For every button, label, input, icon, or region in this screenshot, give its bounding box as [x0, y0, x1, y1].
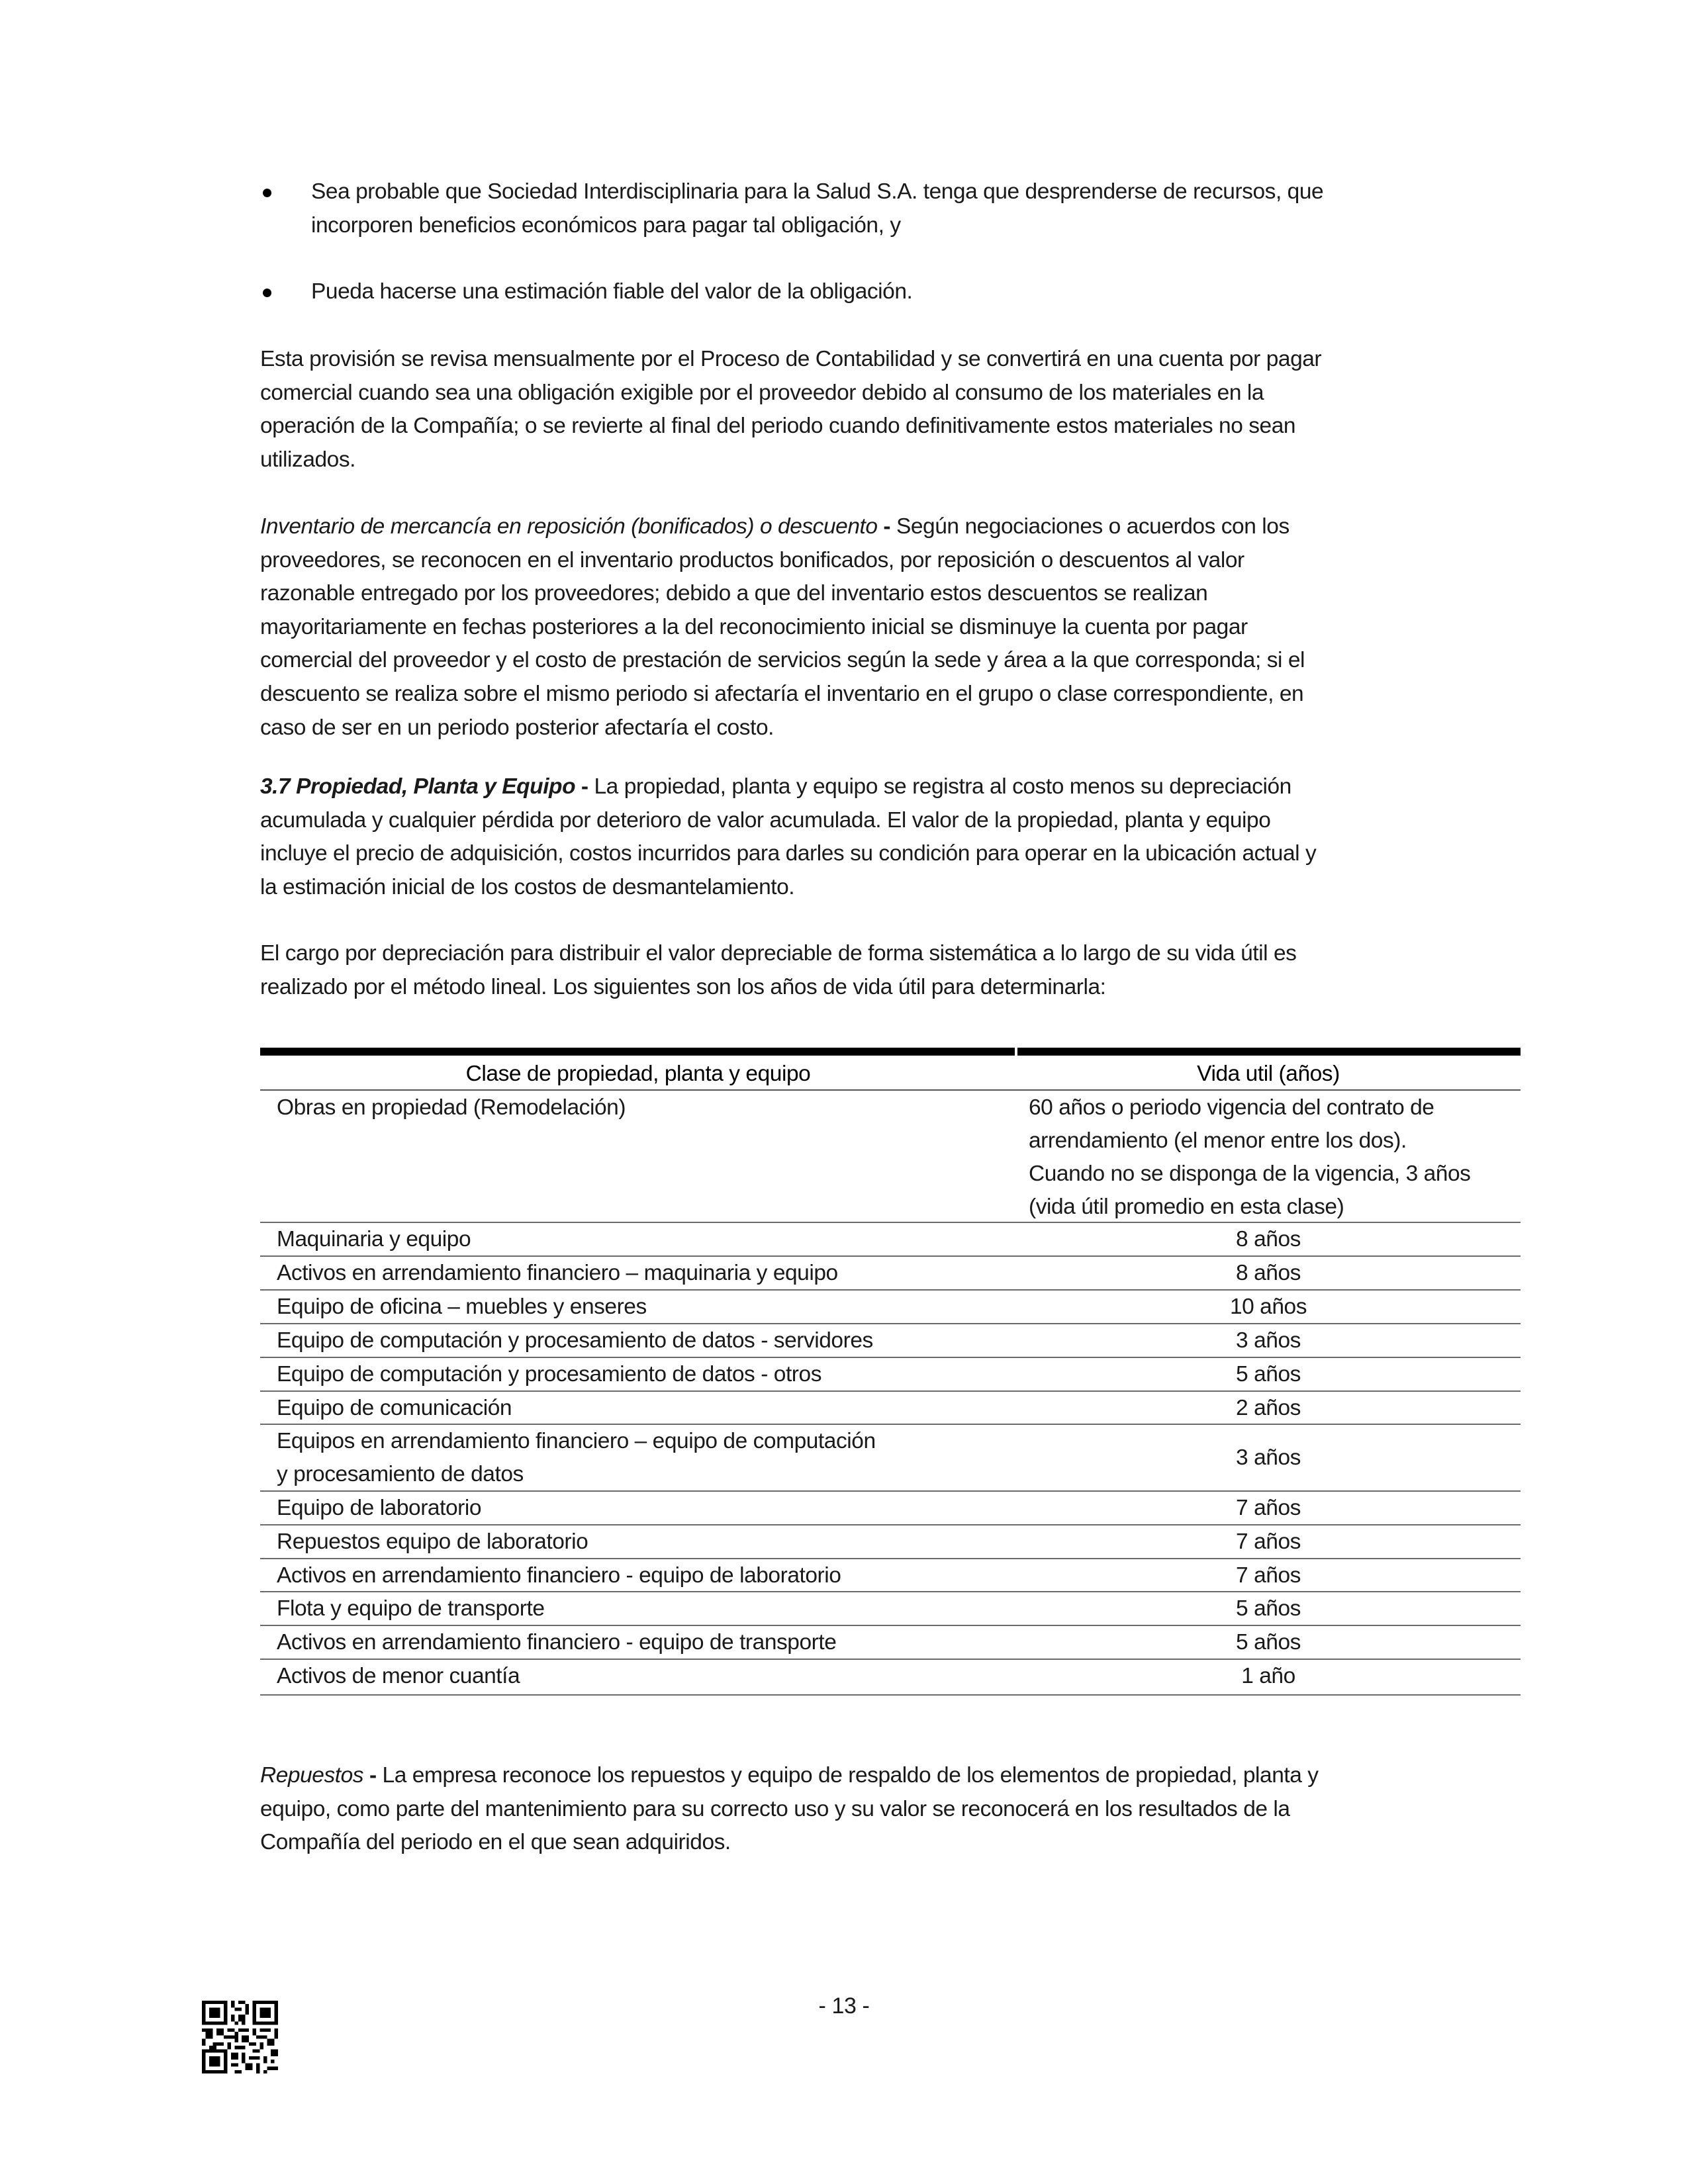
table-row — [260, 1324, 1521, 1358]
text-line — [260, 770, 1316, 804]
table-row — [260, 1492, 1521, 1525]
section-heading: 3.7 Propiedad, Planta y Equipo — [260, 774, 576, 799]
cell-vida-util: 3 años — [1236, 1445, 1301, 1470]
text-fragment: Según negociaciones o acuerdos con los — [896, 514, 1289, 539]
column-header-clase: Clase de propiedad, planta y equipo — [465, 1062, 811, 1086]
cell-clase: Flota y equipo de transporte — [277, 1596, 545, 1621]
separator: - — [575, 774, 594, 799]
table-row — [260, 1392, 1521, 1425]
page-number: - 13 - — [818, 1993, 870, 2019]
cell-vida-util: 8 años — [1236, 1227, 1301, 1251]
text-line: Equipos en arrendamiento financiero – equipo de computación — [277, 1429, 876, 1453]
text-line: Esta provisión se revisa mensualmente por el Proceso de Contabilidad y se convertirá en una cuenta por pagar — [260, 347, 1322, 371]
cell-clase: Activos en arrendamiento financiero - equipo de laboratorio — [277, 1563, 841, 1588]
table-top-border — [260, 1048, 1015, 1056]
cell-clase: Obras en propiedad (Remodelación) — [277, 1095, 626, 1120]
text-fragment: La empresa reconoce los repuestos y equipo de respaldo de los elementos de propiedad, planta y — [382, 1763, 1319, 1788]
text-line: El cargo por depreciación para distribuir el valor depreciable de forma sistemática a lo largo de su vida útil es — [260, 941, 1297, 966]
table-row — [260, 1425, 1521, 1492]
text-line: (vida útil promedio en esta clase) — [1029, 1195, 1344, 1219]
table-row — [260, 1626, 1521, 1660]
paragraph-heading: Inventario de mercancía en reposición (bonificados) o descuento — [260, 514, 878, 539]
cell-vida-util: 8 años — [1236, 1261, 1301, 1285]
text-line: acumulada y cualquier pérdida por deterioro de valor acumulada. El valor de la propiedad, planta y equipo — [260, 807, 1271, 833]
text-line: arrendamiento (el menor entre los dos). — [1029, 1128, 1407, 1153]
table-row — [260, 1559, 1521, 1592]
text-line: Compañía del periodo en el que sean adquiridos. — [260, 1830, 731, 1855]
text-line: incorporen beneficios económicos para pagar tal obligación, y — [311, 212, 901, 238]
text-line — [260, 510, 1305, 544]
column-header-vida-util: Vida util (años) — [1197, 1062, 1340, 1086]
bullet-icon — [263, 289, 271, 297]
text-line: proveedores, se reconocen en el inventario productos bonificados, por reposición o descuentos al valor — [260, 547, 1244, 572]
text-line — [260, 1759, 1319, 1793]
table-body — [260, 1090, 1521, 1696]
table-row — [260, 1223, 1521, 1257]
separator: - — [363, 1763, 383, 1788]
cell-clase: Equipo de oficina – muebles y enseres — [277, 1295, 647, 1319]
cell-vida-util: 1 año — [1241, 1664, 1295, 1688]
cell-vida-util: 7 años — [1236, 1529, 1301, 1554]
text-line: Pueda hacerse una estimación fiable del valor de la obligación. — [311, 279, 913, 304]
text-line: y procesamiento de datos — [277, 1462, 524, 1486]
table-row — [260, 1257, 1521, 1291]
text-line: descuento se realiza sobre el mismo periodo si afectaría el inventario en el grupo o clase correspondiente, en — [260, 681, 1304, 706]
cell-vida-util: 5 años — [1236, 1630, 1301, 1655]
paragraph-provision — [260, 343, 1321, 477]
separator: - — [877, 514, 896, 539]
cell-vida-util: 7 años — [1236, 1563, 1301, 1588]
text-line: mayoritariamente en fechas posteriores a la del reconocimiento inicial se disminuye la cuenta por pagar — [260, 614, 1248, 639]
bullet-item-2 — [311, 275, 912, 309]
qr-code-icon — [202, 2001, 278, 2073]
cell-clase: Activos en arrendamiento financiero – maquinaria y equipo — [277, 1261, 838, 1285]
text-line: operación de la Compañía; o se revierte al final del periodo cuando definitivamente estos materiales no sean — [260, 414, 1296, 439]
text-line: realizado por el método lineal. Los siguientes son los años de vida útil para determinarla: — [260, 974, 1106, 999]
text-line: razonable entregado por los proveedores; debido a que del inventario estos descuentos se realizan — [260, 581, 1208, 606]
cell-vida-util: 5 años — [1236, 1596, 1301, 1621]
paragraph-heading: Repuestos — [260, 1763, 364, 1788]
paragraph-repuestos — [260, 1759, 1319, 1860]
bullet-icon — [263, 189, 271, 197]
cell-vida-util: 7 años — [1236, 1496, 1301, 1520]
cell-clase: Activos en arrendamiento financiero - equipo de transporte — [277, 1630, 837, 1655]
text-line: 60 años o periodo vigencia del contrato de — [1029, 1095, 1434, 1120]
cell-vida-util: 10 años — [1229, 1295, 1307, 1319]
table-row — [260, 1291, 1521, 1324]
cell-vida-util: 5 años — [1236, 1362, 1301, 1387]
cell-vida-util — [1029, 1091, 1470, 1224]
text-line: equipo, como parte del mantenimiento para su correcto uso y su valor se reconocerá en los resultados de la — [260, 1796, 1290, 1821]
cell-clase: Maquinaria y equipo — [277, 1227, 471, 1251]
table-row — [260, 1525, 1521, 1559]
text-line: Cuando no se disponga de la vigencia, 3 años — [1029, 1161, 1471, 1186]
bullet-item-1 — [311, 175, 1323, 242]
paragraph-inventario — [260, 510, 1305, 745]
text-line: Sea probable que Sociedad Interdisciplinaria para la Salud S.A. tenga que desprenderse de recursos, que — [311, 179, 1324, 204]
table-header-row — [260, 1056, 1521, 1091]
text-line: utilizados. — [260, 447, 356, 472]
table-top-border — [1017, 1048, 1521, 1056]
cell-clase: Equipo de laboratorio — [277, 1496, 482, 1520]
section-3-7-ppe — [260, 770, 1316, 904]
cell-clase: Equipo de computación y procesamiento de datos - otros — [277, 1362, 821, 1387]
table-row — [260, 1358, 1521, 1392]
table-row — [260, 1660, 1521, 1696]
text-line: la estimación inicial de los costos de desmantelamiento. — [260, 874, 795, 899]
paragraph-depreciacion — [260, 937, 1296, 1004]
cell-vida-util: 2 años — [1236, 1396, 1301, 1420]
cell-clase: Equipo de comunicación — [277, 1396, 512, 1420]
cell-clase: Equipo de computación y procesamiento de datos - servidores — [277, 1328, 873, 1353]
cell-clase: Repuestos equipo de laboratorio — [277, 1529, 588, 1554]
table-row — [260, 1592, 1521, 1626]
text-line: comercial del proveedor y el costo de prestación de servicios según la sede y área a la que corresponda; si el — [260, 648, 1305, 673]
text-fragment: La propiedad, planta y equipo se registra al costo menos su depreciación — [594, 774, 1291, 799]
cell-clase — [277, 1425, 876, 1491]
cell-clase: Activos de menor cuantía — [277, 1664, 520, 1688]
cell-vida-util: 3 años — [1236, 1328, 1301, 1353]
table-row — [260, 1090, 1521, 1223]
text-line: caso de ser en un periodo posterior afectaría el costo. — [260, 715, 774, 740]
text-line: comercial cuando sea una obligación exigible por el proveedor debido al consumo de los materiales en la — [260, 380, 1264, 405]
text-line: incluye el precio de adquisición, costos incurridos para darles su condición para operar en la ubicación actual y — [260, 841, 1317, 866]
